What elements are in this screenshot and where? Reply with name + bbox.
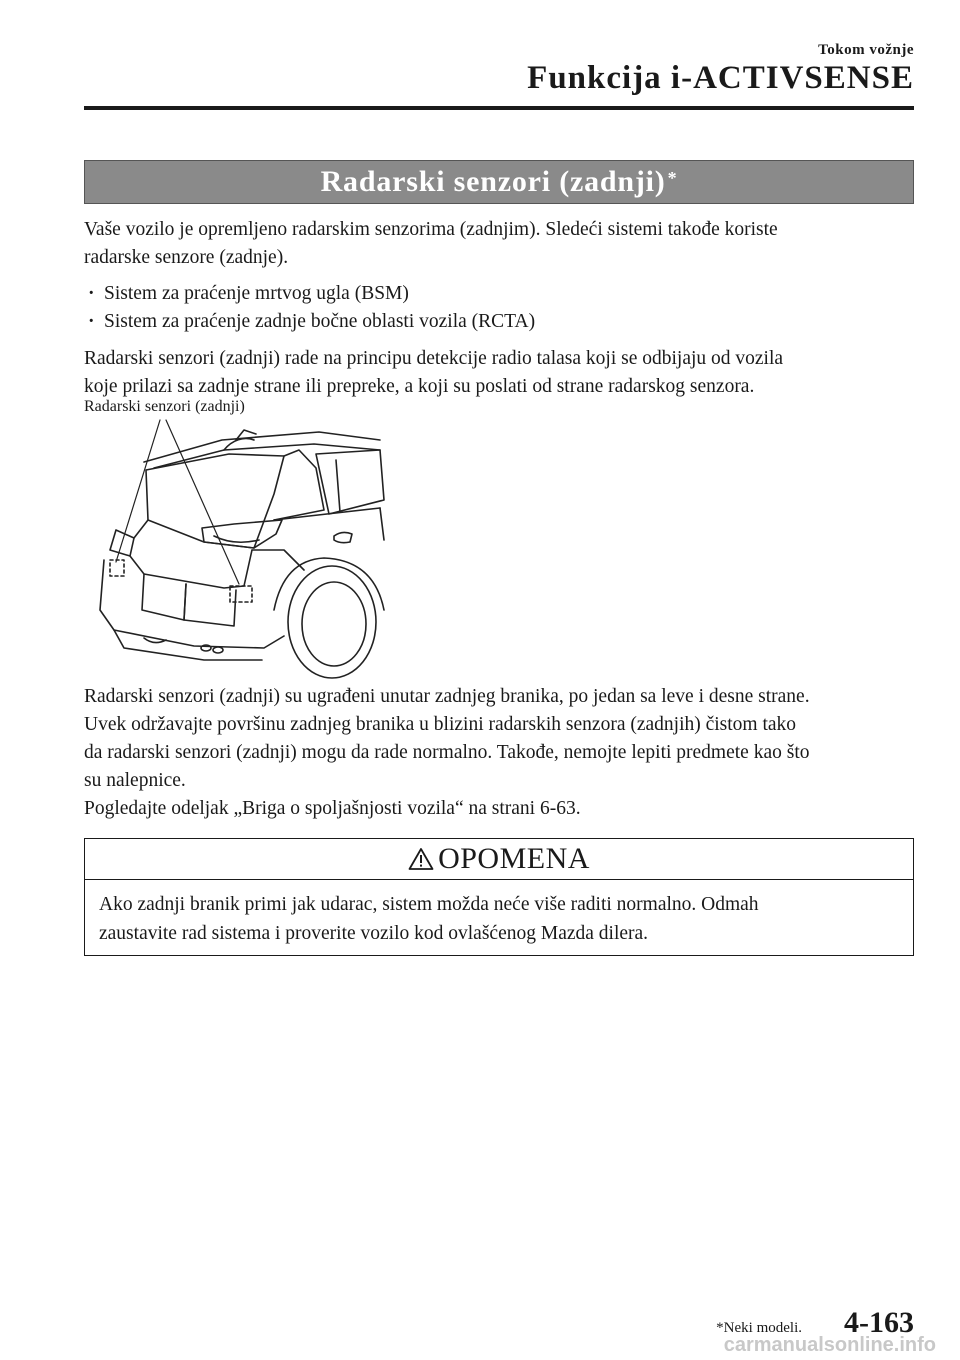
warning-header: [85, 839, 913, 880]
chapter-title: Tokom vožnje: [818, 42, 914, 58]
banner-title: Radarski senzori (zadnji): [320, 165, 666, 198]
intro-paragraph: [84, 216, 920, 272]
bullet-item: [88, 280, 409, 308]
bullet-dot-icon: ·: [88, 283, 95, 304]
intro-line: Vaše vozilo je opremljeno radarskim senzorima (zadnjim). Sledeći sistemi takođe koriste: [84, 219, 778, 240]
section-title: Funkcija i-ACTIVSENSE: [527, 60, 914, 96]
principle-line: Radarski senzori (zadnji) rade na principu detekcije radio talasa koji se odbijaju od vozila: [84, 348, 784, 369]
warning-title: OPOMENA: [438, 842, 590, 875]
bullet-item: [88, 308, 535, 336]
warning-box: [84, 838, 914, 956]
banner-asterisk: *: [667, 167, 678, 188]
bullet-text: Sistem za praćenje zadnje bočne oblasti vozila (RCTA): [104, 311, 536, 332]
watermark: carmanualsonline.info: [723, 1334, 936, 1356]
rear-car-illustration: [84, 410, 394, 680]
bullet-dot-icon: ·: [88, 311, 95, 332]
intro-line: radarske senzore (zadnje).: [84, 247, 289, 268]
page-number: 4-163: [844, 1306, 914, 1339]
figure-label: Radarski senzori (zadnji): [84, 398, 245, 415]
warning-body: [85, 880, 913, 948]
header-rule: [84, 106, 914, 110]
mounting-paragraph: [84, 683, 920, 823]
warning-line: Ako zadnji branik primi jak udarac, sistem možda neće više raditi normalno. Odmah: [99, 894, 759, 915]
mounting-line: Uvek održavajte površinu zadnjeg branika u blizini radarskih senzora (zadnjih) čistom tako: [84, 714, 797, 735]
mounting-line: Radarski senzori (zadnji) su ugrađeni unutar zadnjeg branika, po jedan sa leve i desne strane.: [84, 686, 810, 707]
warning-line: zaustavite rad sistema i proverite vozilo kod ovlašćenog Mazda dilera.: [99, 923, 649, 944]
footnote: *Neki modeli.: [716, 1320, 802, 1336]
mounting-line: su nalepnice.: [84, 770, 186, 791]
principle-paragraph: [84, 345, 920, 401]
principle-line: koje prilazi sa zadnje strane ili prepreke, a koji su poslati od strane radarskog senzora.: [84, 376, 755, 397]
topic-banner: [84, 160, 914, 204]
mounting-line: da radarski senzori (zadnji) mogu da rade normalno. Takođe, nemojte lepiti predmete kao što: [84, 742, 810, 763]
bullet-text: Sistem za praćenje mrtvog ugla (BSM): [104, 283, 409, 304]
cross-reference: Pogledajte odeljak „Briga o spoljašnjosti vozila“ na strani 6-63.: [84, 798, 581, 819]
warning-triangle-icon: [408, 847, 434, 871]
